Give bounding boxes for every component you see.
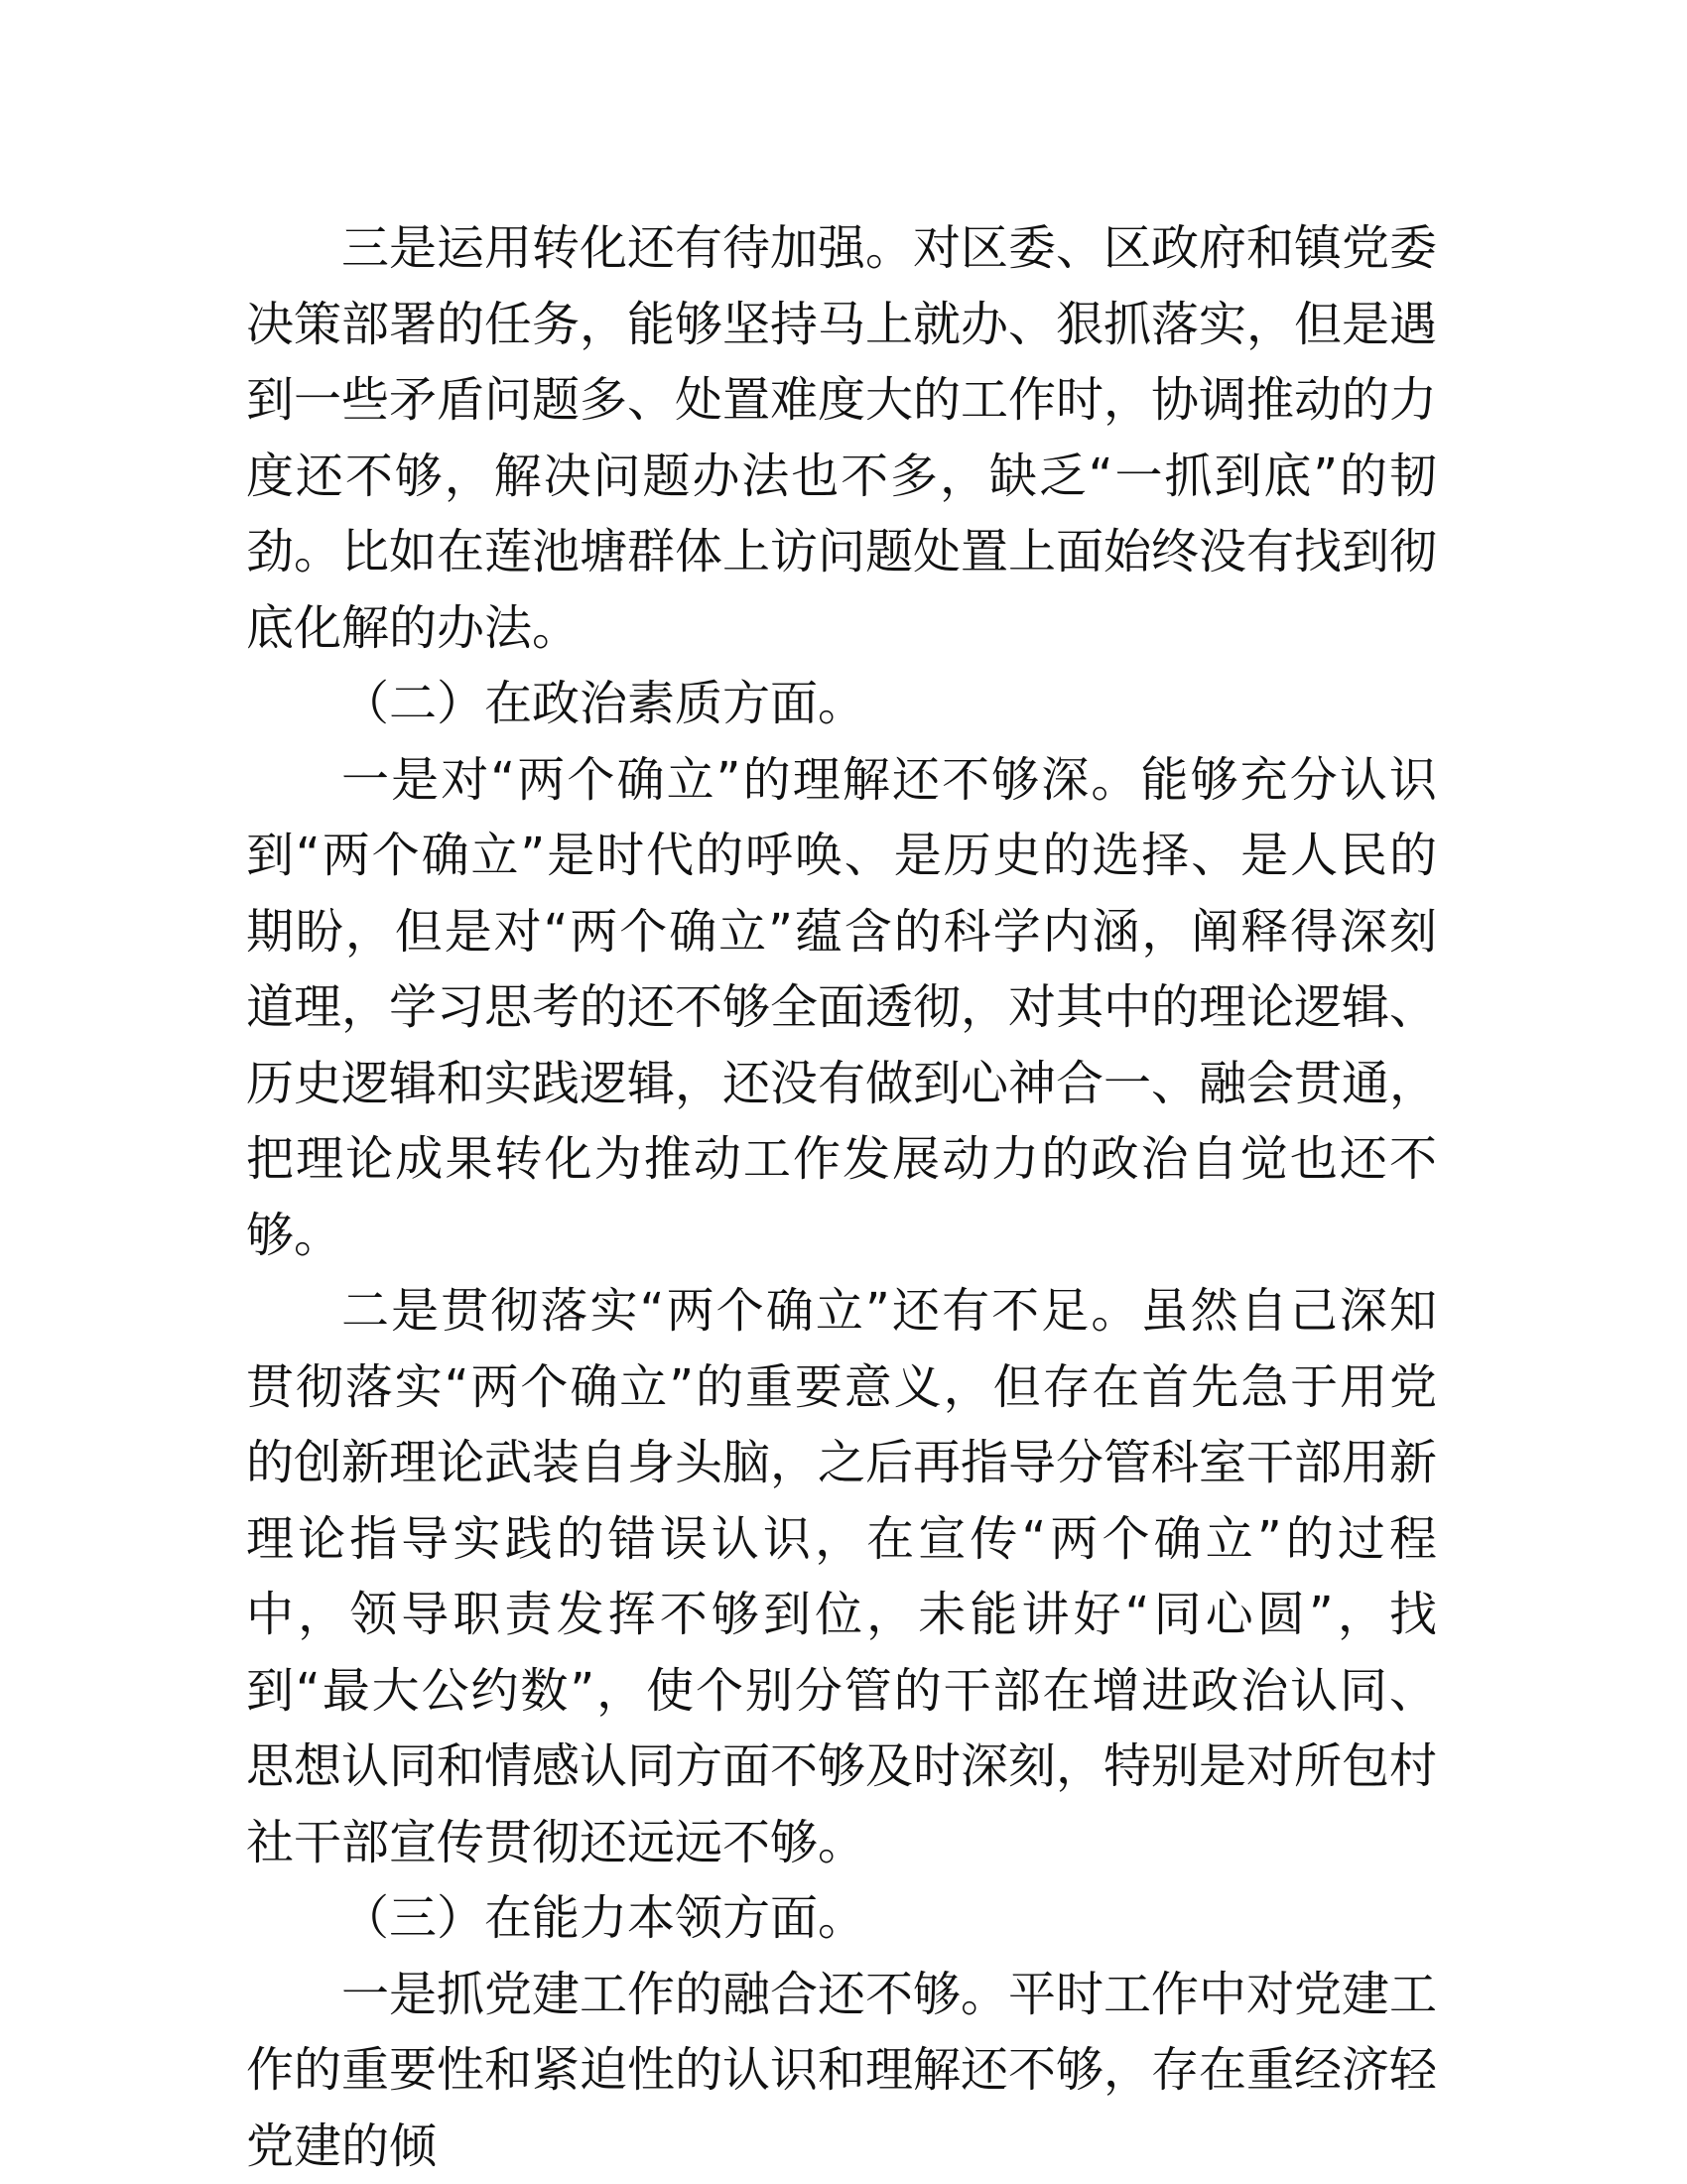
section-heading-capability: （三）在能力本领方面。	[246, 1880, 1437, 1957]
section-heading-political-quality: （二）在政治素质方面。	[246, 666, 1437, 742]
paragraph-understanding: 一是对“两个确立”的理解还不够深。能够充分认识到“两个确立”是时代的呼唤、是历史的选择、是人民的期盼，但是对“两个确立”蕴含的科学内涵，阐释得深刻道理，学习思考的还不够全面透彻，对其中的理论逻辑、历史逻辑和实践逻辑，还没有做到心神合一、融会贯通，把理论成果转化为推动工作发展动力的政治自觉也还不够。	[246, 742, 1437, 1274]
paragraph-utilization: 三是运用转化还有待加强。对区委、区政府和镇党委决策部署的任务，能够坚持马上就办、狠抓落实，但是遇到一些矛盾问题多、处置难度大的工作时，协调推动的力度还不够，解决问题办法也不多，缺乏“一抓到底”的韧劲。比如在莲池塘群体上访问题处置上面始终没有找到彻底化解的办法。	[246, 210, 1437, 666]
paragraph-party-building: 一是抓党建工作的融合还不够。平时工作中对党建工作的重要性和紧迫性的认识和理解还不够，存在重经济轻党建的倾	[246, 1957, 1437, 2184]
paragraph-implementation: 二是贯彻落实“两个确立”还有不足。虽然自己深知贯彻落实“两个确立”的重要意义，但存在首先急于用党的创新理论武装自身头脑，之后再指导分管科室干部用新理论指导实践的错误认识，在宣传“两个确立”的过程中，领导职责发挥不够到位，未能讲好“同心圆”，找到“最大公约数”，使个别分管的干部在增进政治认同、思想认同和情感认同方面不够及时深刻，特别是对所包村社干部宣传贯彻还远远不够。	[246, 1273, 1437, 1880]
document-body	[246, 210, 1437, 2184]
